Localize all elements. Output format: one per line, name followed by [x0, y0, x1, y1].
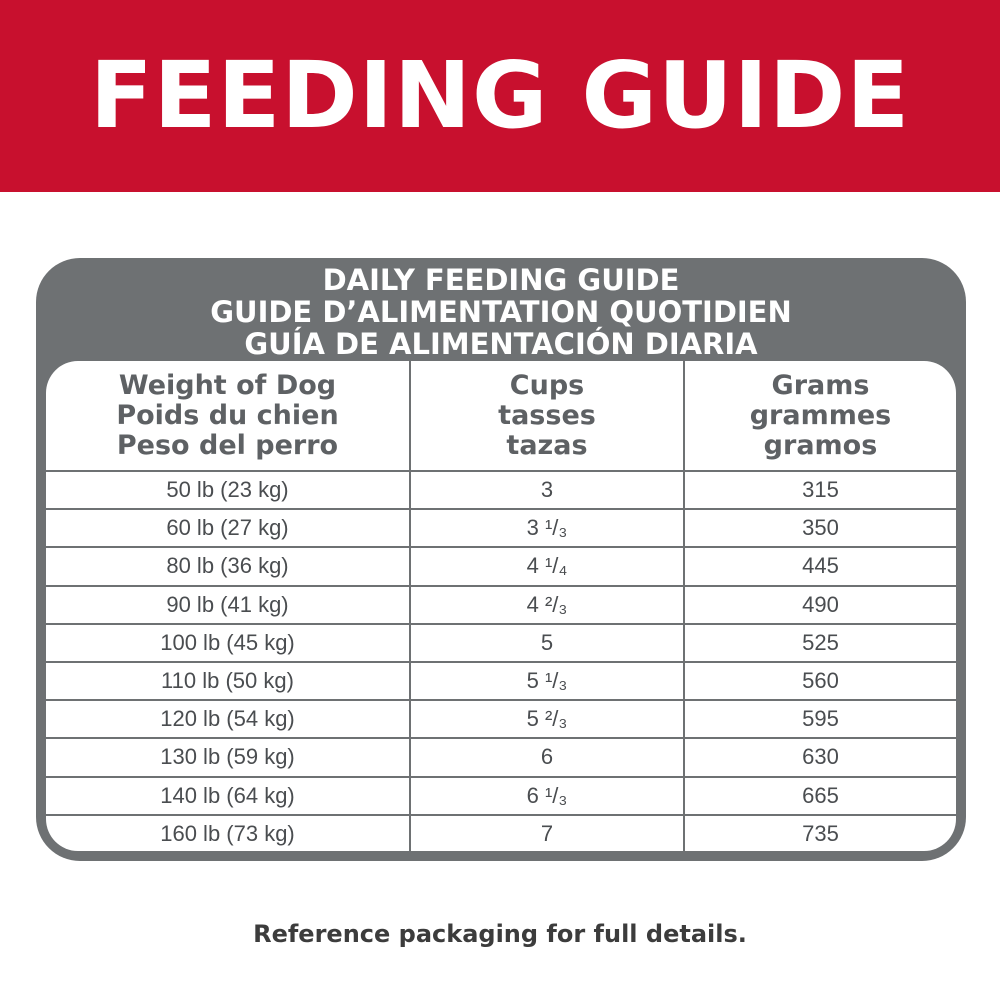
table-cell-grams: 560 [802, 668, 839, 693]
column-header-cups-en: Cups [509, 370, 585, 401]
table-cell-cups: 3 ¹/₃ [526, 515, 568, 541]
table-cell-weight: 100 lb (45 kg) [160, 629, 295, 655]
table-cell-weight: 90 lb (41 kg) [166, 591, 289, 617]
column-header-weight-fr: Poids du chien [116, 400, 339, 431]
column-header-grams-fr: grammes [749, 400, 892, 431]
column-header-grams-en: Grams [771, 370, 870, 401]
table-cell-weight: 120 lb (54 kg) [160, 706, 295, 732]
table-cell-weight: 130 lb (59 kg) [160, 744, 295, 770]
table-cell-cups: 6 ¹/₃ [526, 782, 568, 808]
footer-note: Reference packaging for full details. [253, 920, 747, 948]
table-cell-cups: 7 [540, 820, 554, 846]
column-header-grams [685, 361, 956, 471]
card-title-en: DAILY FEEDING GUIDE [322, 263, 680, 297]
table-cell-cups: 4 ²/₃ [526, 591, 568, 617]
table-cell-grams: 630 [802, 744, 839, 770]
page-title: FEEDING GUIDE [89, 42, 911, 149]
card-title-es: GUÍA DE ALIMENTACIÓN DIARIA [244, 327, 758, 361]
table-cell-weight: 110 lb (50 kg) [161, 668, 294, 693]
table-cell-grams: 315 [802, 477, 839, 502]
column-header-weight-es: Peso del perro [116, 430, 339, 461]
table-cell-cups: 6 [540, 744, 554, 770]
table-cell-grams: 490 [802, 591, 839, 617]
card-title-fr: GUIDE D’ALIMENTATION QUOTIDIEN [210, 295, 792, 329]
card-title [36, 264, 966, 360]
table-cell-grams: 735 [802, 820, 839, 846]
table-cell-cups: 3 [540, 477, 554, 502]
table-cell-cups: 4 ¹/₄ [526, 553, 568, 579]
table-cell-grams: 445 [802, 553, 839, 579]
column-header-cups-es: tazas [506, 430, 588, 461]
table-cell-grams: 350 [802, 515, 839, 541]
feeding-table [46, 361, 956, 851]
column-header-cups [411, 361, 683, 471]
table-cell-weight: 60 lb (27 kg) [166, 515, 289, 541]
table-cell-weight: 80 lb (36 kg) [166, 553, 289, 579]
header-banner [0, 0, 1000, 192]
table-cell-grams: 665 [802, 782, 839, 808]
table-cell-cups: 5 ¹/₃ [526, 668, 568, 693]
table-cell-cups: 5 ²/₃ [526, 706, 568, 732]
column-header-cups-fr: tasses [498, 400, 596, 431]
column-header-weight [46, 361, 409, 471]
feeding-guide-card [36, 258, 966, 861]
table-cell-grams: 525 [802, 629, 839, 655]
column-header-weight-en: Weight of Dog [118, 370, 337, 401]
table-cell-weight: 160 lb (73 kg) [160, 820, 295, 846]
table-cell-cups: 5 [540, 629, 554, 655]
table-cell-weight: 140 lb (64 kg) [160, 782, 295, 808]
table-cell-weight: 50 lb (23 kg) [166, 477, 289, 502]
table-cell-grams: 595 [802, 706, 839, 732]
column-header-grams-es: gramos [763, 430, 878, 461]
